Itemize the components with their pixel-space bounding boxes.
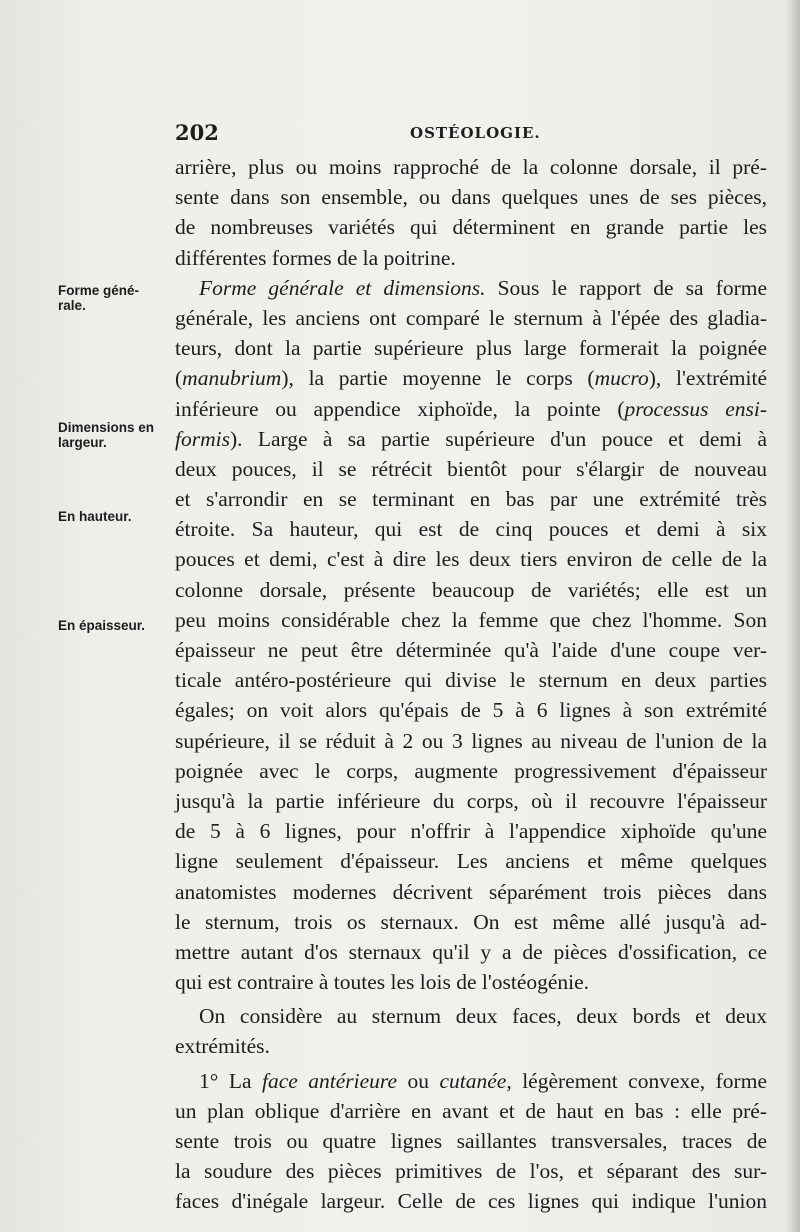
text-line: peu moins considérable chez la femme que chez l'homme. Son (175, 607, 767, 632)
text-line: On considère au sternum deux faces, deux bords et deux (199, 1004, 767, 1029)
term-manubrium: manubrium (182, 366, 282, 391)
text-line: faces d'inégale largeur. Celle de ces lignes qui indique l'union (175, 1189, 767, 1214)
text-run: inférieure ou appendice xiphoïde, la pointe ( (175, 396, 625, 421)
term-face-anterieure: face antérieure (261, 1068, 398, 1093)
text-line: colonne dorsale, présente beaucoup de variétés; elle est un (175, 577, 767, 602)
margin-note-dimensions-largeur (58, 420, 176, 450)
text-run: ). Large à sa partie supérieure d'un pouce et demi à (229, 426, 767, 451)
text-line: épaisseur ne peut être déterminée qu'à l'aide d'une coupe ver- (175, 638, 767, 662)
margin-note-line: largeur. (58, 435, 107, 450)
term-mucro: mucro (594, 366, 649, 391)
text-run: ), l'extrémité (648, 366, 767, 391)
text-line: deux pouces, il se rétrécit bientôt pour s'élargir de nouveau (175, 456, 767, 481)
text-line: ligne seulement d'épaisseur. Les anciens et même quelques (175, 849, 767, 874)
text-run: 1° La (199, 1068, 262, 1093)
text-line (175, 394, 767, 424)
text-line: le sternum, trois os sternaux. On est même allé jusqu'à ad- (175, 909, 767, 934)
text-line: générale, les anciens ont comparé le sternum à l'épée des gladia- (175, 305, 767, 330)
text-line: anatomistes modernes décrivent séparément trois pièces dans (175, 879, 767, 904)
text-line: ticale antéro-postérieure qui divise le sternum en deux parties (175, 668, 767, 693)
text-run: ou (397, 1068, 440, 1093)
text-run: , légèrement convexe, forme (506, 1068, 767, 1093)
text-line: la soudure des pièces primitives de l'os, et séparant des sur- (175, 1159, 767, 1184)
text-line: sente trois ou quatre lignes saillantes transversales, traces de (175, 1129, 767, 1153)
text-run: ), la partie moyenne le corps ( (281, 366, 595, 391)
text-line: sente dans son ensemble, ou dans quelques unes de ses pièces, (175, 185, 767, 210)
text-line: jusqu'à la partie inférieure du corps, où il recouvre l'épaisseur (175, 788, 767, 813)
margin-note-en-hauteur (58, 509, 176, 524)
text-line: différentes formes de la poitrine. (175, 245, 456, 270)
margin-note-en-epaisseur (58, 618, 176, 633)
text-line: arrière, plus ou moins rapproché de la colonne dorsale, il pré- (175, 155, 767, 179)
text-run: ( (175, 366, 183, 391)
body-text (175, 152, 767, 1217)
text-run: Sous le rapport de sa forme (485, 275, 767, 300)
term-cutanee: cutanée (439, 1068, 507, 1093)
page-number: 202 (175, 120, 219, 145)
text-line: égales; on voit alors qu'épais de 5 à 6 lignes à son extrémité (175, 698, 767, 723)
text-line (175, 363, 767, 393)
text-line: étroite. Sa hauteur, qui est de cinq pouces et demi à six (175, 517, 767, 542)
text-line (175, 273, 767, 303)
text-line (175, 424, 767, 454)
text-line: qui est contraire à toutes les lois de l'ostéogénie. (175, 970, 590, 995)
page-header (175, 120, 765, 150)
text-line: teurs, dont la partie supérieure plus large formerait la poignée (175, 336, 767, 361)
text-line: supérieure, il se réduit à 2 ou 3 lignes au niveau de l'union de la (175, 728, 767, 753)
page-edge-shadow (786, 0, 800, 1232)
text-line: de nombreuses variétés qui déterminent en grande partie les (175, 215, 767, 240)
term-processus: processus ensi- (624, 396, 767, 421)
margin-note-forme-generale (58, 283, 176, 313)
text-line: poignée avec le corps, augmente progressivement d'épaisseur (175, 758, 767, 783)
running-head: OSTÉOLOGIE. (410, 124, 541, 142)
margin-note-line: Dimensions en (58, 420, 155, 435)
term-formis: formis (175, 426, 230, 451)
text-line: pouces et demi, c'est à dire les deux tiers environ de celle de la (175, 547, 767, 572)
text-line: de 5 à 6 lignes, pour n'offrir à l'appendice xiphoïde qu'une (175, 819, 767, 844)
text-line: et s'arrondir en se terminant en bas par une extrémité très (175, 487, 767, 512)
margin-note-line: En hauteur. (58, 509, 132, 524)
text-line (175, 1066, 767, 1096)
section-heading-forme: Forme générale et dimensions. (199, 275, 486, 300)
text-line: mettre autant d'os sternaux qu'il y a de pièces d'ossification, ce (175, 939, 767, 964)
margin-note-line: rale. (58, 298, 86, 313)
margin-note-line: Forme géné- (58, 283, 140, 298)
margin-note-line: En épaisseur. (58, 618, 146, 633)
text-line: extrémités. (175, 1034, 270, 1059)
text-line: un plan oblique d'arrière en avant et de haut en bas : elle pré- (175, 1098, 767, 1123)
